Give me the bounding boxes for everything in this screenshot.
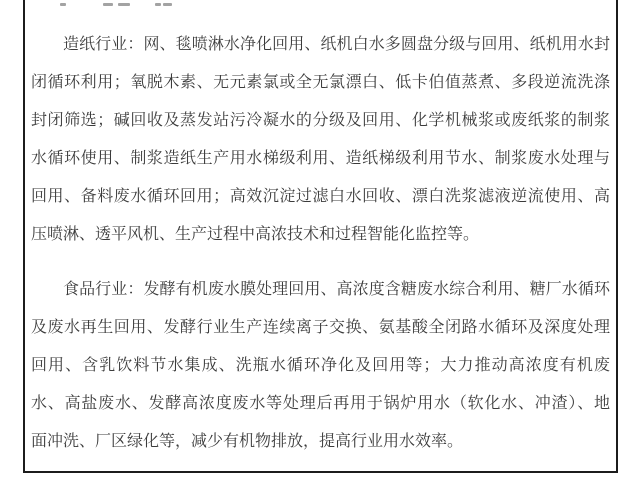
clipped-text-fragment [118, 3, 130, 6]
paragraph-food-industry [31, 271, 610, 461]
text-line: 封闭筛选；碱回收及蒸发站污冷凝水的分级及回用、化学机械浆或废纸浆的制浆 [31, 112, 610, 129]
document-border-box [23, 0, 618, 473]
clipped-text-fragment [103, 3, 113, 6]
text-line: 水循环使用、制浆造纸生产用水梯级利用、造纸梯级利用节水、制浆废水处理与 [31, 150, 610, 167]
text-line: 造纸行业：网、毯喷淋水净化回用、纸机白水多圆盘分级与回用、纸机用水封 [63, 36, 610, 53]
clipped-text-fragment [155, 3, 161, 6]
text-line: 面冲洗、厂区绿化等，减少有机物排放，提高行业用水效率。 [31, 433, 464, 450]
text-line: 回用、备料废水循环回用；高效沉淀过滤白水回收、漂白洗浆滤液逆流使用、高 [31, 188, 610, 205]
text-line: 回用、含乳饮料节水集成、洗瓶水循环净化及回用等；大力推动高浓度有机废 [31, 357, 610, 374]
text-line: 水、高盐废水、发酵高浓度废水等处理后再用于锅炉用水（软化水、冲渣）、地 [31, 395, 610, 412]
text-line: 压喷淋、透平风机、生产过程中高浓技术和过程智能化监控等。 [31, 226, 480, 243]
clipped-text-fragment [60, 3, 66, 6]
text-line: 及废水再生回用、发酵行业生产连续离子交换、氨基酸全闭路水循环及深度处理 [31, 319, 610, 336]
paragraph-papermaking-industry [31, 26, 610, 254]
clipped-text-fragment [163, 3, 172, 6]
text-line: 食品行业：发酵有机废水膜处理回用、高浓度含糖废水综合利用、糖厂水循环 [63, 281, 610, 298]
text-line: 闭循环利用；氧脱木素、无元素氯或全无氯漂白、低卡伯值蒸煮、多段逆流洗涤 [31, 74, 610, 91]
